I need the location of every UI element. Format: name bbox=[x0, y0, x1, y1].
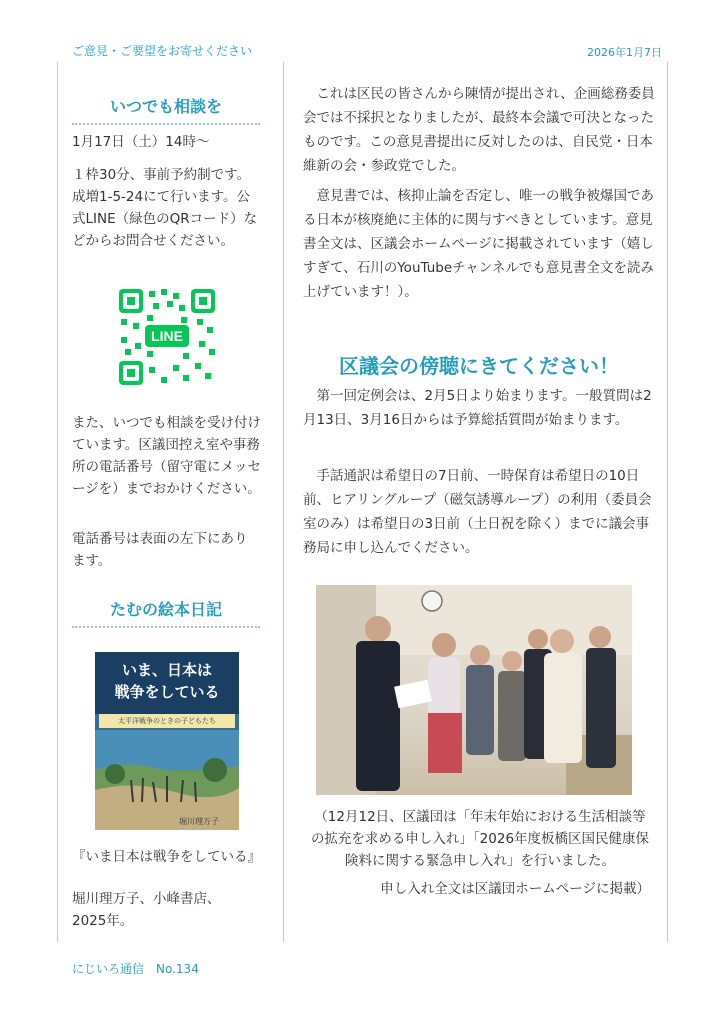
book-cover-illustration bbox=[95, 730, 239, 830]
book-cover-title-line2: 戦争をしている bbox=[114, 683, 220, 701]
photo-caption-note: 申し入れ全文は区議団ホームページに掲載） bbox=[380, 881, 650, 897]
consult-more-info: また、いつでも相談を受け付けています。区議団控え室や事務所の電話番号（留守電にメッセージを）までおかけください。 bbox=[72, 415, 261, 497]
consult-section-title: いつでも相談を bbox=[72, 94, 260, 125]
gallery-visit-heading: 区議会の傍聴にきてください！ bbox=[339, 354, 619, 378]
consult-body: １枠30分、事前予約制です。成増1-5-24にて行います。公式LINE（緑色のQRコード）などからお問合せください。 bbox=[72, 167, 258, 249]
header-left-text: ご意見・ご要望をお寄せください bbox=[72, 44, 253, 58]
book-cover-subtitle: 太平洋戦争のときの子どもたち bbox=[99, 714, 235, 728]
book-cover-author: 堀川理万子 bbox=[179, 817, 219, 826]
meeting-photo bbox=[316, 585, 632, 795]
newsletter-footer: にじいろ通信 No.134 bbox=[72, 962, 199, 976]
column-divider-left bbox=[57, 62, 58, 942]
article-paragraph-1: これは区民の皆さんから陳情が提出され、企画総務委員会では不採択となりましたが、最終本会議で可決となったものです。この意見書提出に反対したのは、自民党・日本維新の会・参政党でした。 bbox=[303, 86, 655, 174]
article-paragraph-3: 第一回定例会は、2月5日より始まります。一般質問は2月13日、3月16日からは予算総括質問が始まります。 bbox=[303, 388, 652, 428]
picturebook-section-title: たむの絵本日記 bbox=[72, 597, 260, 628]
header-date: 2026年1月7日 bbox=[587, 46, 662, 59]
book-cover-title-line1: いま、日本は bbox=[121, 661, 212, 679]
article-paragraph-2: 意見書では、核抑止論を否定し、唯一の戦争被爆国である日本が核廃絶に主体的に関与すべきとしています。意見書全文は、区議会ホームページに掲載されています（嬉しすぎて、石川のYouTubeチャンネルでも意見書全文を読み上げています！）。 bbox=[303, 188, 654, 300]
line-qr-code[interactable] bbox=[117, 287, 217, 387]
consult-datetime: 1月17日（土）14時〜 bbox=[72, 134, 210, 150]
qr-line-label: LINE bbox=[151, 328, 183, 344]
book-cover-image bbox=[95, 652, 239, 830]
photo-caption: （12月12日、区議団は「年末年始における生活相談等の拡充を求める申し入れ」「2026年度板橋区国民健康保険料に関する緊急申し入れ」を行いました。 bbox=[310, 809, 650, 869]
book-info: 堀川理万子、小峰書店、2025年。 bbox=[72, 891, 221, 929]
article-paragraph-4: 手話通訳は希望日の7日前、一時保育は希望日の10日前、ヒアリングループ（磁気誘導ループ）の利用（委員会室のみ）は希望日の3日前（土日祝を除く）までに議会事務局に申し込んでください。 bbox=[303, 468, 652, 556]
consult-phone-note: 電話番号は表面の左下にあります。 bbox=[72, 531, 248, 569]
column-divider-middle bbox=[283, 62, 284, 942]
column-divider-right bbox=[667, 62, 668, 942]
book-title: 『いま日本は戦争をしている』 bbox=[72, 849, 261, 865]
